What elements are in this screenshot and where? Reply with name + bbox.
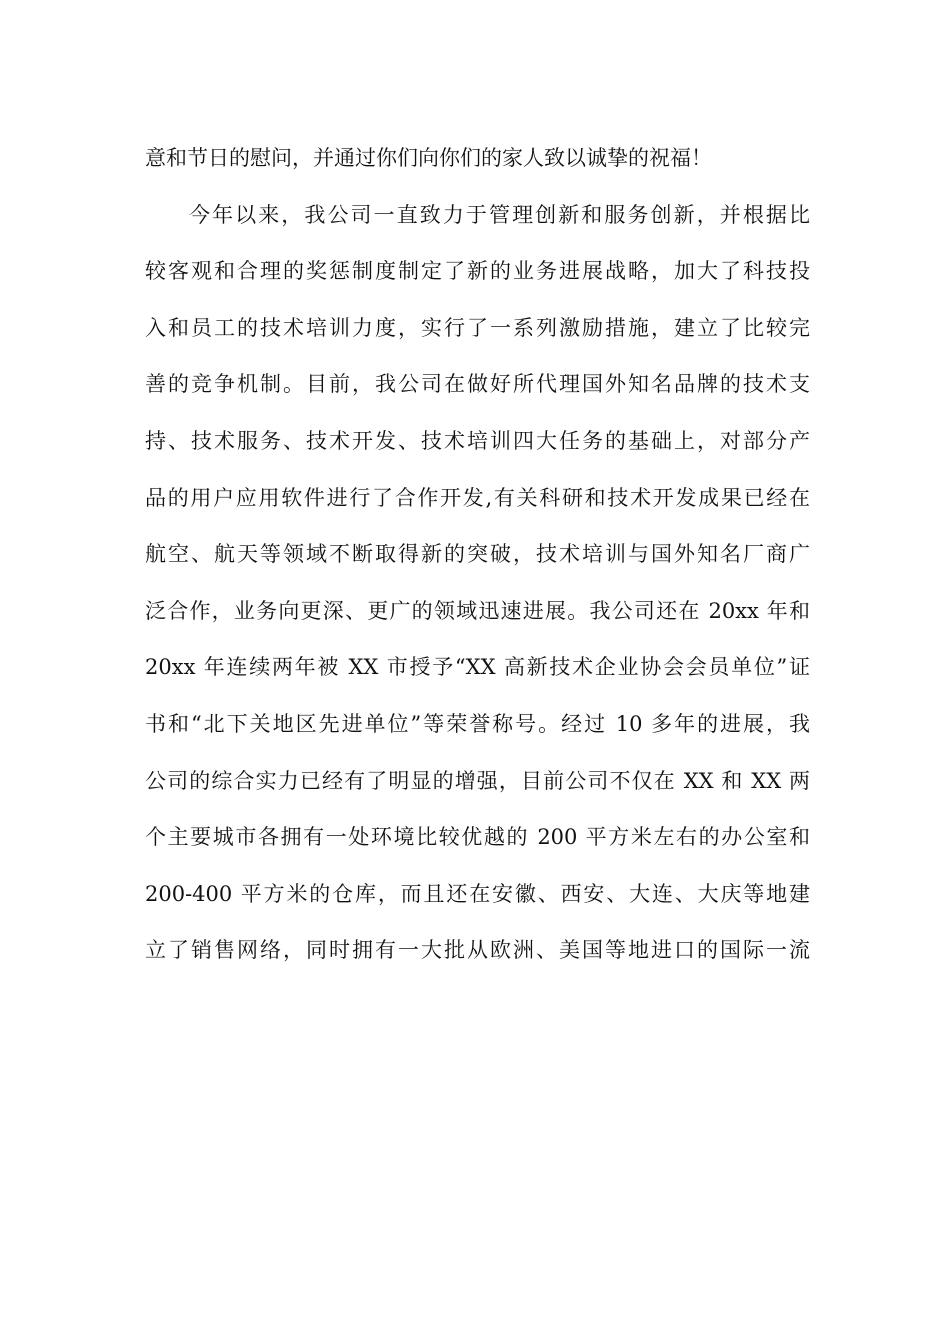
text-line: 20xx 年连续两年被 XX 市授予“XX 高新技术企业协会会员单位”证	[145, 655, 810, 680]
text-line: 持、技术服务、技术开发、技术培训四大任务的基础上，对部分产	[145, 428, 810, 453]
text-line: 200-400 平方米的仓库，而且还在安徽、西安、大连、大庆等地建	[145, 881, 810, 906]
text-line: 善的竞争机制。目前，我公司在做好所代理国外知名品牌的技术支	[145, 372, 810, 397]
text-line: 书和“北下关地区先进单位”等荣誉称号。经过 10 多年的进展，我	[145, 711, 810, 736]
text-line: 入和员工的技术培训力度，实行了一系列激励措施，建立了比较完	[145, 315, 810, 340]
text-line: 意和节日的慰问，并通过你们向你们的家人致以诚挚的祝福！	[145, 146, 712, 170]
text-line: 品的用户应用软件进行了合作开发,有关科研和技术开发成果已经在	[145, 485, 810, 510]
paragraph-first-line: 今年以来，我公司一直致力于管理创新和服务创新，并根据比	[189, 202, 810, 227]
body-text	[145, 130, 810, 979]
text-line: 立了销售网络，同时拥有一大批从欧洲、美国等地进口的国际一流	[145, 938, 810, 963]
text-line: 较客观和合理的奖惩制度制定了新的业务进展战略，加大了科技投	[145, 259, 810, 284]
text-line: 公司的综合实力已经有了明显的增强，目前公司不仅在 XX 和 XX 两	[145, 768, 810, 793]
text-line: 个主要城市各拥有一处环境比较优越的 200 平方米左右的办公室和	[145, 825, 810, 850]
text-line: 航空、航天等领域不断取得新的突破，技术培训与国外知名厂商广	[145, 542, 810, 567]
text-line: 泛合作，业务向更深、更广的领域迅速进展。我公司还在 20xx 年和	[145, 598, 810, 623]
